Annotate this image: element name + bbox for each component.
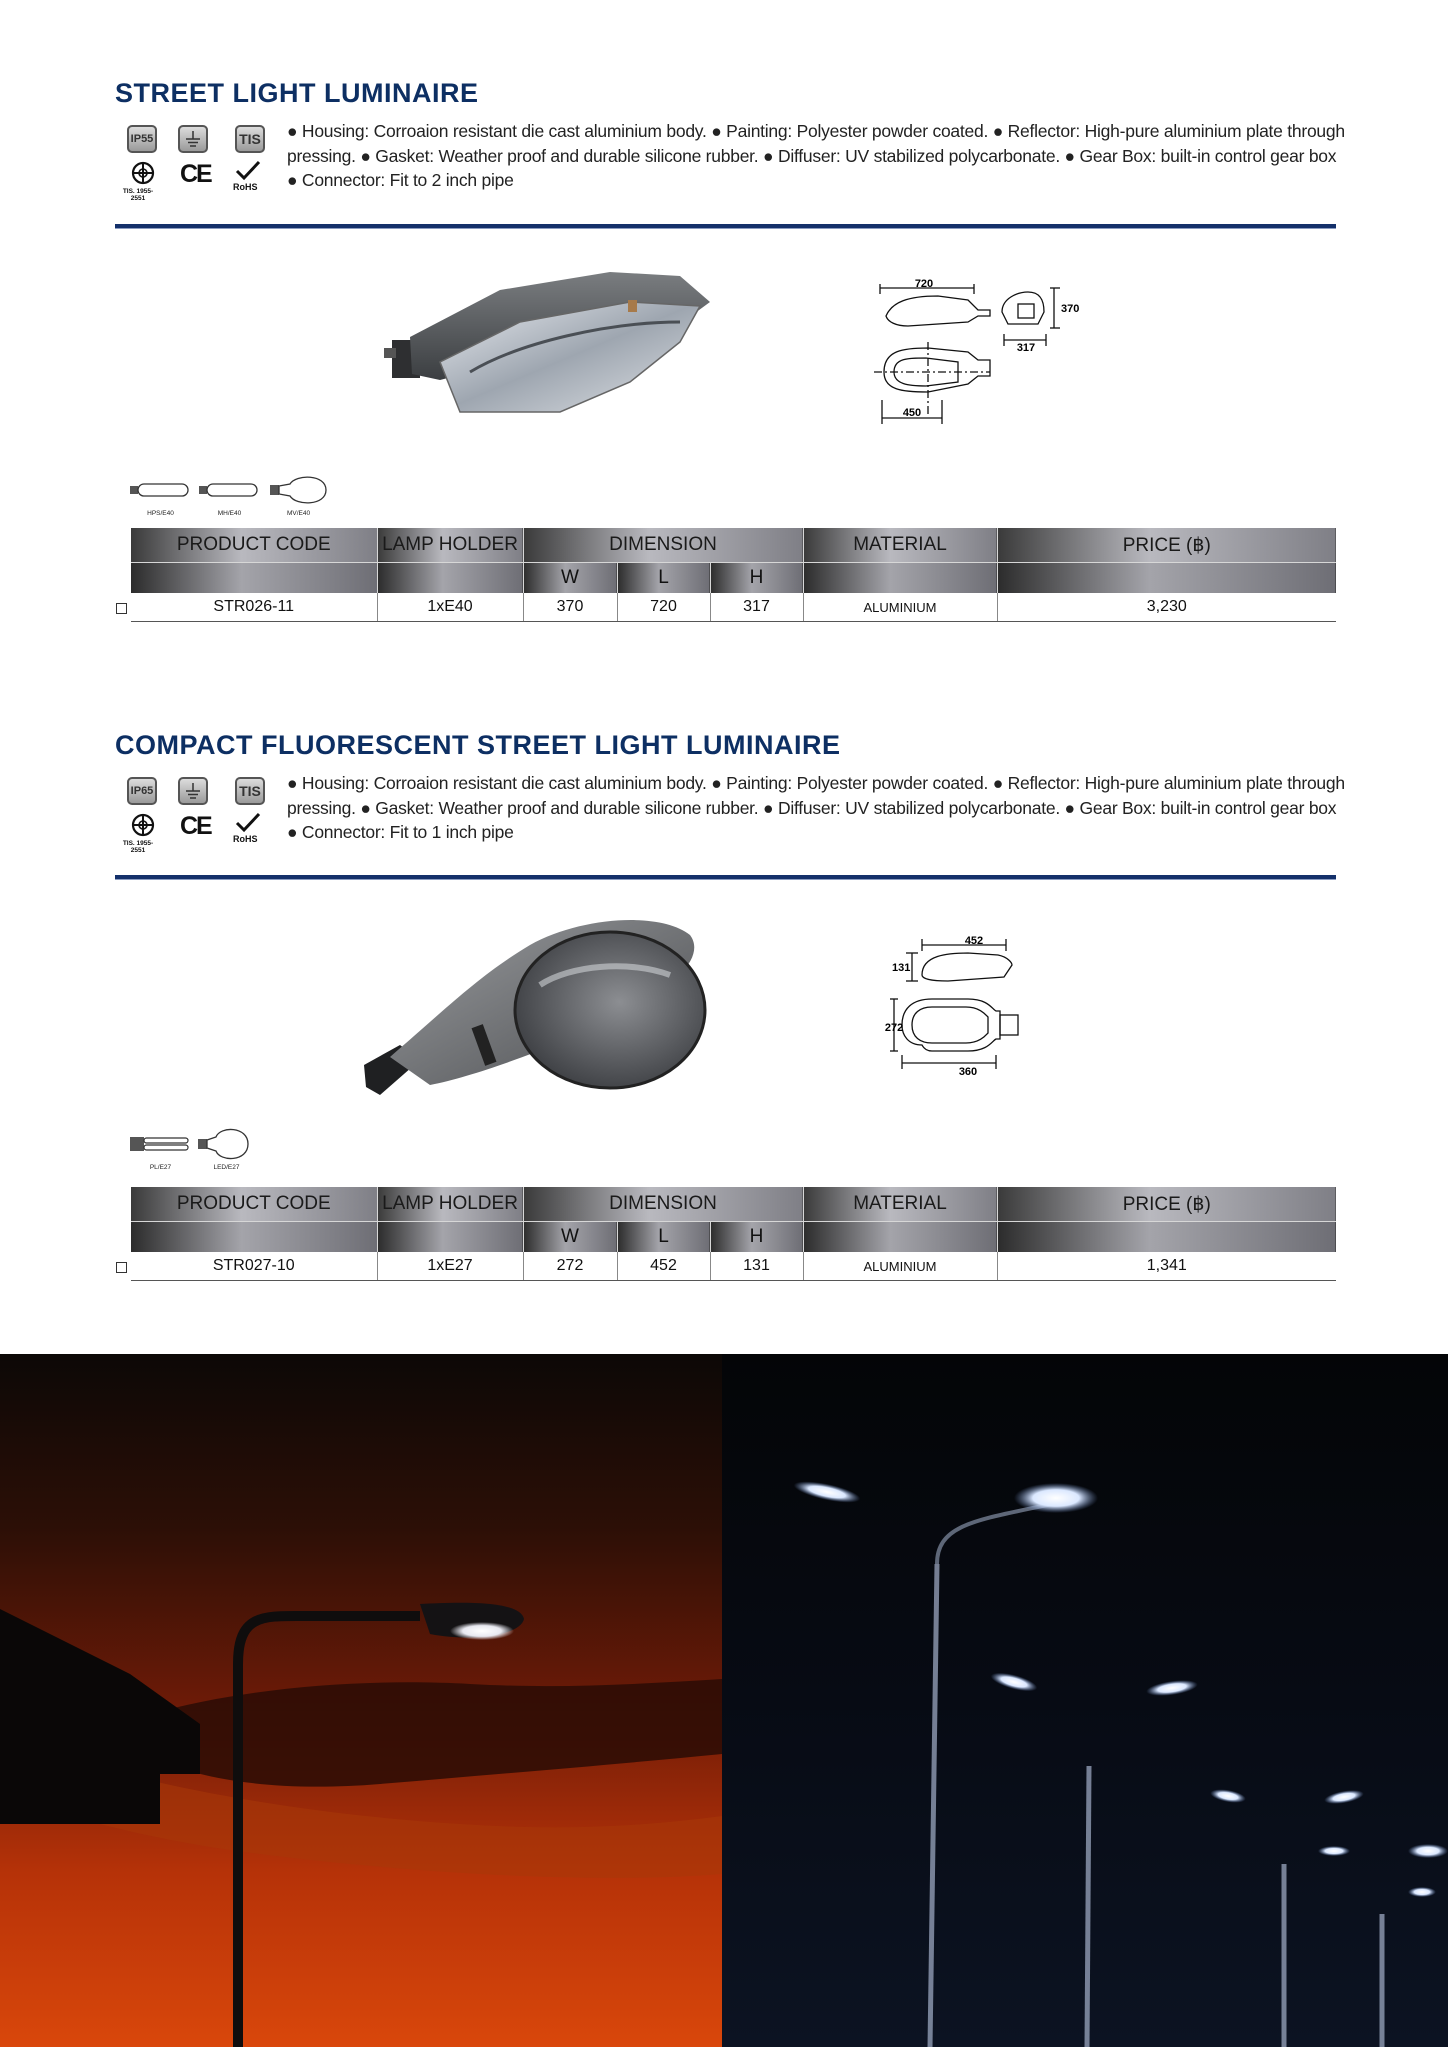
description-line: ● Connector: Fit to 2 inch pipe (287, 170, 514, 190)
tube-lamp-icon (128, 472, 193, 522)
tis-standard-label: TIS. 1955-2551 (122, 188, 154, 202)
bulb-lamp-icon (194, 1126, 259, 1176)
cell-product-code: STR027-10 (131, 1252, 377, 1281)
dimension-label: 370 (1061, 303, 1080, 315)
section-divider (115, 875, 1336, 879)
cell-price: 3,230 (997, 593, 1336, 622)
header-product-code: PRODUCT CODE (131, 528, 377, 563)
header-blank (377, 563, 523, 594)
cell-w: 272 (523, 1252, 617, 1281)
lamp-type-label: PL/E27 (149, 1164, 172, 1171)
cell-h: 131 (710, 1252, 803, 1281)
description-line: ● Housing: Corroaion resistant die cast aluminium body. ● Painting: Polyester powder coated. ● Reflector: High-pure aluminium plate through (287, 773, 1345, 793)
header-w: W (523, 563, 617, 594)
header-lamp-holder: LAMP HOLDER (377, 1187, 523, 1222)
cell-lamp-holder: 1xE40 (377, 593, 523, 622)
description-line: ● Connector: Fit to 1 inch pipe (287, 822, 514, 842)
lamp-type-label: LED/E27 (213, 1164, 240, 1171)
row-select-checkbox[interactable] (116, 603, 127, 614)
rohs-label: RoHS (233, 182, 258, 192)
lamp-type-label: MV/E40 (286, 510, 311, 517)
cell-l: 452 (617, 1252, 710, 1281)
lamp-type-icons (128, 472, 348, 522)
section-divider (115, 224, 1336, 228)
header-blank (803, 563, 997, 594)
luminaire-product-image (360, 915, 710, 1100)
header-lamp-holder: LAMP HOLDER (377, 528, 523, 563)
dimension-drawing (868, 276, 1078, 428)
header-price: PRICE (฿) (997, 528, 1336, 563)
header-l: L (617, 1222, 710, 1253)
tube-lamp-icon (197, 472, 262, 522)
lamp-type-icons (128, 1126, 288, 1176)
product-description (287, 119, 1345, 193)
product-description (287, 771, 1345, 845)
header-w: W (523, 1222, 617, 1253)
header-l: L (617, 563, 710, 594)
header-blank (997, 1222, 1336, 1253)
certification-badges (118, 775, 273, 865)
dimension-label: 452 (964, 935, 984, 947)
header-blank (803, 1222, 997, 1253)
sunset-streetlight-photo (0, 1354, 722, 2047)
description-line: pressing. ● Gasket: Weather proof and durable silicone rubber. ● Diffuser: UV stabilized polycarbonate. ● Gear Box: built-in control gear box (287, 797, 1337, 818)
tis-standard-icon (131, 161, 155, 190)
header-blank (131, 1222, 377, 1253)
table-row (131, 593, 1336, 622)
lamp-type-label: MH/E40 (217, 510, 242, 517)
pl-lamp-icon (128, 1126, 193, 1176)
header-blank (377, 1222, 523, 1253)
lamp-type-label: HPS/E40 (147, 510, 174, 517)
ground-symbol-icon (178, 125, 208, 153)
tis-standard-label: TIS. 1955-2551 (122, 840, 154, 854)
description-line: ● Housing: Corroaion resistant die cast aluminium body. ● Painting: Polyester powder coated. ● Reflector: High-pure aluminium plate through (287, 121, 1345, 141)
header-material: MATERIAL (803, 528, 997, 563)
luminaire-product-image (380, 262, 720, 422)
product-table (131, 1187, 1336, 1281)
dimension-label: 720 (914, 278, 934, 290)
dimension-label: 131 (892, 962, 911, 974)
header-dimension: DIMENSION (523, 1187, 803, 1222)
header-blank (131, 563, 377, 594)
dimension-label: 360 (958, 1066, 978, 1078)
header-dimension: DIMENSION (523, 528, 803, 563)
header-h: H (710, 1222, 803, 1253)
night-streetlights-photo (722, 1354, 1448, 2047)
dimension-label: 272 (884, 1022, 904, 1034)
cell-material: ALUMINIUM (803, 593, 997, 622)
cell-lamp-holder: 1xE27 (377, 1252, 523, 1281)
certification-badges (118, 123, 273, 213)
cell-w: 370 (523, 593, 617, 622)
row-select-checkbox[interactable] (116, 1262, 127, 1273)
cell-l: 720 (617, 593, 710, 622)
ip-rating-badge: IP55 (127, 125, 157, 153)
description-line: pressing. ● Gasket: Weather proof and durable silicone rubber. ● Diffuser: UV stabilized polycarbonate. ● Gear Box: built-in control gear box (287, 145, 1337, 166)
header-material: MATERIAL (803, 1187, 997, 1222)
cell-product-code: STR026-11 (131, 593, 377, 622)
ip-rating-badge: IP65 (127, 777, 157, 805)
bulb-lamp-icon (266, 472, 331, 522)
tis-badge: TIS (235, 125, 265, 153)
dimension-label: 317 (1016, 342, 1036, 354)
dimension-drawing (884, 935, 1048, 1101)
ce-mark: CE (180, 160, 211, 188)
header-h: H (710, 563, 803, 594)
table-row (131, 1252, 1336, 1281)
header-blank (997, 563, 1336, 594)
ce-mark: CE (180, 812, 211, 840)
rohs-label: RoHS (233, 834, 258, 844)
header-product-code: PRODUCT CODE (131, 1187, 377, 1222)
ground-symbol-icon (178, 777, 208, 805)
header-price: PRICE (฿) (997, 1187, 1336, 1222)
tis-standard-icon (131, 813, 155, 842)
product-table (131, 528, 1336, 622)
dimension-label: 450 (902, 407, 922, 419)
cell-h: 317 (710, 593, 803, 622)
section-title: STREET LIGHT LUMINAIRE (115, 78, 479, 108)
tis-badge: TIS (235, 777, 265, 805)
cell-price: 1,341 (997, 1252, 1336, 1281)
section-title: COMPACT FLUORESCENT STREET LIGHT LUMINAIRE (115, 730, 841, 760)
cell-material: ALUMINIUM (803, 1252, 997, 1281)
